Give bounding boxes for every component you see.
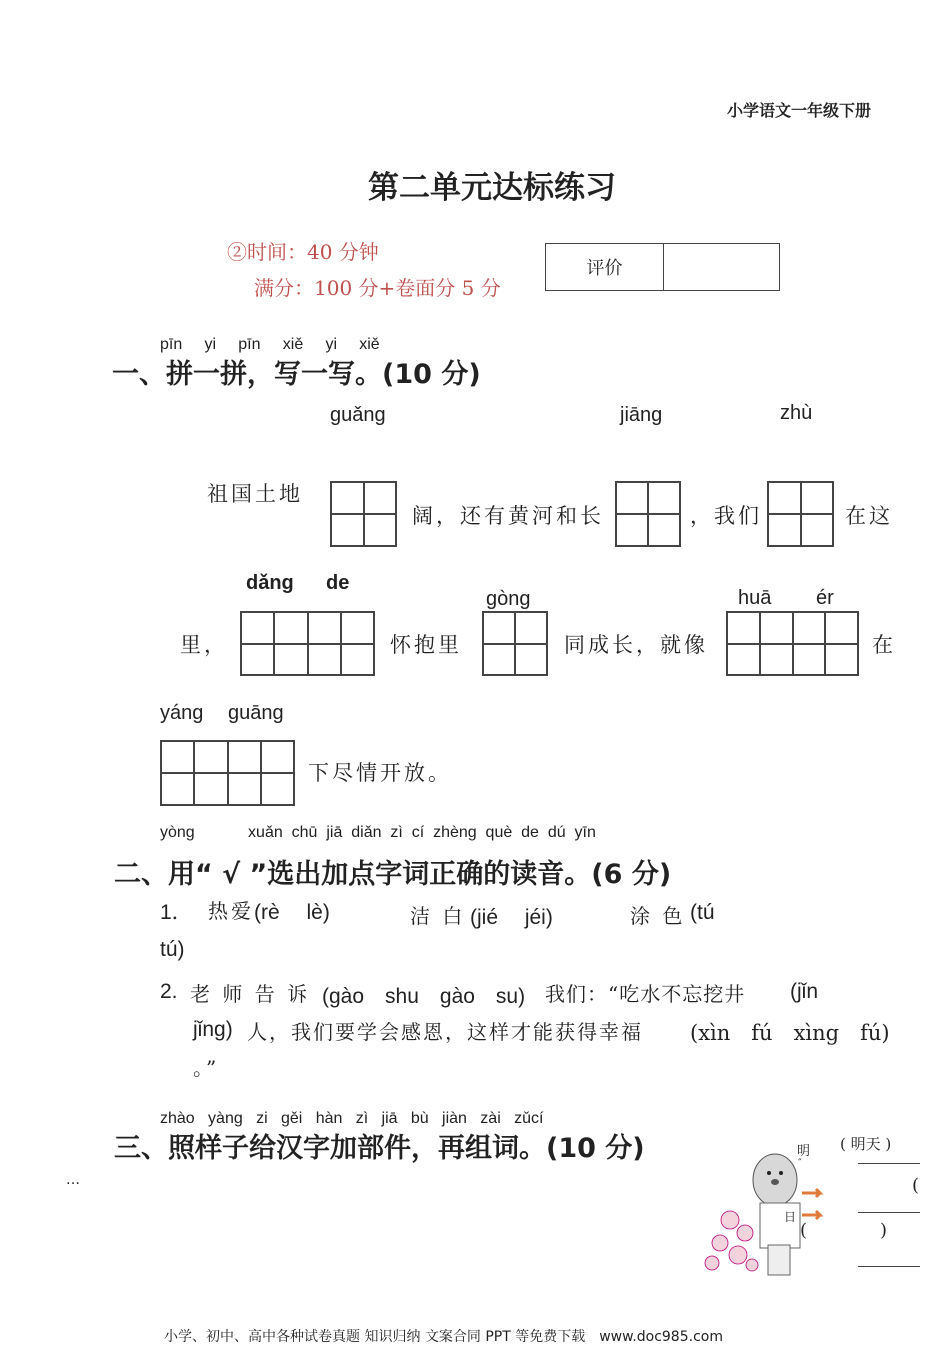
option-tuse[interactable]: (tú: [690, 901, 715, 924]
writing-box-zhu[interactable]: [767, 481, 834, 547]
q2-text: 老 师 告 诉: [190, 982, 311, 1006]
paren-open: (: [800, 1220, 808, 1241]
option-jiebai[interactable]: (jié jéi): [470, 906, 553, 929]
pinyin-de: de: [326, 572, 350, 594]
pinyin: bù: [410, 1110, 429, 1127]
footer-text: 小学、初中、高中各种试卷真题 知识归纳 文案合同 PPT 等免费下载 www.doc985.com: [164, 1329, 723, 1345]
pinyin: jiàn: [442, 1110, 467, 1127]
example-word: ( 明天 ): [840, 1135, 892, 1153]
pinyin: xuǎn: [248, 824, 283, 841]
example-small-mark: ″: [798, 1158, 802, 1169]
text-segment: 祖国土地: [207, 482, 303, 506]
pinyin: yàng: [208, 1110, 243, 1127]
example-char-top: 明: [797, 1144, 811, 1159]
writing-box-huaer[interactable]: [726, 611, 859, 676]
text-segment: 怀抱里: [390, 633, 462, 657]
pinyin-hua: huā: [738, 587, 772, 609]
flower: [721, 1211, 739, 1229]
pinyin: yòng: [160, 824, 195, 841]
text-segment: 在: [872, 633, 896, 657]
pinyin: zài: [480, 1110, 501, 1127]
section3-heading: 三、照样子给汉字加部件，再组词。(10 分): [114, 1133, 645, 1164]
mole-eye: [767, 1171, 771, 1175]
time-info: ②时间：40 分钟: [227, 240, 379, 264]
text-segment: 在这: [845, 504, 893, 528]
flower: [737, 1225, 753, 1241]
arrow-icon: [802, 1211, 820, 1219]
pinyin: zhèng: [433, 824, 477, 841]
pinyin: zhào: [160, 1110, 195, 1127]
q2-text: 我们：“吃水不忘挖井: [545, 982, 746, 1006]
pinyin: de: [521, 824, 539, 841]
word-jiebai: 洁 白: [410, 904, 466, 928]
option-gaosu[interactable]: (gào shu gào su): [322, 985, 526, 1008]
text-segment: 同成长，就像: [564, 633, 708, 657]
mole-nose: [771, 1179, 779, 1185]
pinyin-dang: dǎng: [246, 572, 294, 594]
pinyin: yīn: [574, 824, 596, 841]
evaluation-score-cell[interactable]: [664, 244, 779, 290]
flower: [705, 1256, 719, 1270]
section2-pinyin: [160, 824, 596, 842]
pinyin-guang: guǎng: [330, 404, 386, 426]
answer-line[interactable]: [858, 1163, 920, 1164]
text-segment: ，我们: [690, 504, 762, 528]
mole-illustration: [690, 1135, 850, 1285]
writing-box-yangguang[interactable]: [160, 740, 295, 806]
q2-text-end: 。”: [193, 1056, 220, 1080]
pinyin-er: ér: [816, 587, 834, 609]
pinyin-gong: gòng: [486, 588, 531, 610]
q2-text: 人，我们要学会感恩，这样才能获得幸福: [247, 1020, 643, 1044]
pinyin: zǔcí: [514, 1110, 544, 1127]
pinyin-yang: yáng: [160, 702, 204, 724]
pinyin: dú: [547, 824, 566, 841]
sign-post: [768, 1245, 790, 1275]
pinyin: pīn: [160, 336, 183, 353]
writing-box-jiang[interactable]: [615, 481, 681, 547]
section2-heading: 二、用“ √ ”选出加点字词正确的读音。(6 分): [114, 859, 672, 890]
option-tuse-cont[interactable]: tú): [160, 938, 185, 961]
pinyin: xiě: [359, 336, 380, 353]
text-segment: 阔，还有黄河和长: [412, 504, 604, 528]
writing-box-guang[interactable]: [330, 481, 397, 547]
flower: [729, 1246, 747, 1264]
question-number: 1．: [160, 901, 193, 924]
mole-eye: [779, 1171, 783, 1175]
answer-line[interactable]: [858, 1266, 920, 1267]
pinyin: zì: [355, 1110, 369, 1127]
text-segment: 下尽情开放。: [308, 761, 452, 785]
pinyin-guang2: guāng: [228, 702, 284, 724]
pinyin: jiā: [326, 824, 343, 841]
word-tuse: 涂 色: [630, 904, 686, 928]
writing-box-gong[interactable]: [482, 611, 548, 676]
pinyin: cí: [411, 824, 425, 841]
pinyin: xiě: [282, 336, 304, 353]
page-title: 第二单元达标练习: [368, 170, 616, 206]
pinyin: zi: [256, 1110, 268, 1127]
pinyin: què: [485, 824, 513, 841]
example-char-bottom: 日: [784, 1210, 797, 1224]
pinyin-zhu: zhù: [780, 402, 813, 424]
flower: [712, 1235, 728, 1251]
ellipsis: …: [66, 1172, 80, 1188]
pinyin: jiā: [381, 1110, 398, 1127]
pinyin: yi: [204, 336, 217, 353]
paren-close: ): [880, 1220, 888, 1241]
writing-box-dangde[interactable]: [240, 611, 375, 676]
pinyin: yi: [325, 336, 338, 353]
option-jing[interactable]: (jǐn: [790, 980, 819, 1003]
pinyin: hàn: [315, 1110, 343, 1127]
evaluation-label: 评价: [546, 244, 664, 290]
pinyin: diǎn: [351, 824, 382, 841]
word-reai: 热爱: [208, 899, 254, 923]
paren-open: (: [912, 1175, 920, 1196]
answer-line[interactable]: [858, 1212, 920, 1213]
arrow-icon: [802, 1189, 820, 1197]
section1-heading: 一、拼一拼，写一写。(10 分): [112, 359, 481, 390]
option-xingfu[interactable]: (xìn fú xìng fú): [690, 1021, 890, 1045]
evaluation-box: [545, 243, 780, 291]
pinyin: pīn: [238, 336, 261, 353]
pinyin: zì: [390, 824, 403, 841]
question-number: 2.: [160, 980, 178, 1003]
grade-label: 小学语文一年级下册: [727, 101, 872, 120]
pinyin: chū: [291, 824, 318, 841]
text-segment: 里，: [180, 633, 228, 657]
option-reai[interactable]: (rè lè): [254, 901, 330, 924]
flower: [746, 1259, 758, 1271]
pinyin: gěi: [281, 1110, 303, 1127]
pinyin-jiang: jiāng: [620, 404, 663, 426]
option-jing-cont[interactable]: jǐng): [193, 1018, 233, 1041]
score-info: 满分：100 分+卷面分 5 分: [254, 276, 501, 300]
